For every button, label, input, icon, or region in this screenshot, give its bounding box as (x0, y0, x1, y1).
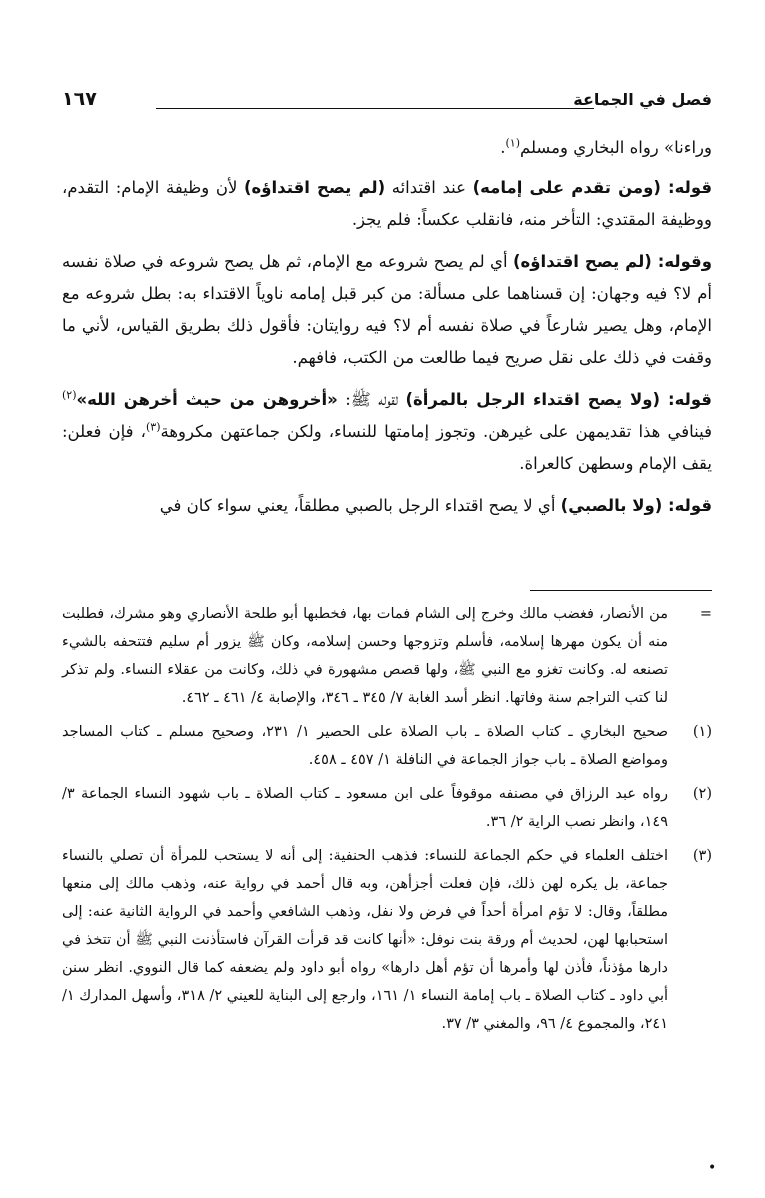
footnote-text: اختلف العلماء في حكم الجماعة للنساء: فذهب الحنفية: إلى أنه لا يستحب للمرأة أن تصلي بالنساء جماعة، بل يكره لهن ذلك، فإن فعلت أجزأهن، وبه قال أحمد في رواية عنه، وذهب مالك إلى منعها مطلقاً، وقال: لا تؤم امرأة أحداً في فرض ولا نفل، وذهب الشافعي وأحمد في الرواية الثانية عنه: إلى استحبابها لهن، لحديث أم ورقة بنت نوفل: «أنها كانت قد قرأت القرآن فاستأذنت النبي ﷺ أن تتخذ في دارها مؤذناً، فأذن لها وأمرها أن تؤم أهل دارها» رواه أبو داود ولم يضعفه كما قال النووي. انظر سنن أبي داود ـ كتاب الصلاة ـ باب إمامة النساء ١/ ١٦١، وارجع إلى البناية للعيني ٢/ ٣١٨، وأسهل المدارك ١/ ٢٤١، والمجموع ٤/ ٩٦، والمغني ٣/ ٣٧. (62, 848, 669, 1032)
footnote-separator (530, 590, 712, 591)
running-header (62, 90, 712, 116)
footnote-marker: = (699, 606, 712, 622)
footnotes (62, 600, 712, 1044)
header-rule (156, 108, 594, 109)
footnote-1 (62, 718, 712, 774)
footnote-marker: (١) (692, 724, 712, 740)
paragraph-2: قوله: (ومن تقدم على إمامه) عند اقتدائه (لم يصح اقتداؤه) لأن وظيفة الإمام: التقدم، ووظيفة المقتدي: التأخر منه، فانقلب عكساً: فلم يجز. (62, 178, 712, 229)
paragraph-4: قوله: (ولا يصح اقتداء الرجل بالمرأة) لقوله ﷺ: «أخروهن من حيث أخرهن الله»$^{(٢)}$ فينافي هذا تقديمهن على غيرهن. وتجوز إمامتها للنساء، ولكن جماعتهن مكروهة$^{(٣)}$، فإن فعلن: يقف الإمام وسطهن كالعراة. (62, 388, 712, 473)
hadith-quote: «أخروهن من حيث أخرهن الله» (76, 390, 338, 409)
commentary-lead: قوله: (ومن تقدم على إمامه) (472, 178, 712, 197)
commentary-lead: قوله: (ولا بالصبي) (560, 496, 712, 515)
chapter-title: فصل في الجماعة (573, 90, 712, 109)
footnote-text: من الأنصار، فغضب مالك وخرج إلى الشام فمات بها، فخطبها أبو طلحة الأنصاري وهو مشرك، فطلبت منه أن يكون مهرها إسلامه، فأسلم وتزوجها وحسن إسلامه، وكان ﷺ يزور أم سليم فتتحفه بالشيء تصنعه له. وكانت تغزو مع النبي ﷺ، ولها قصص مشهورة في ذلك، وكانت من عقلاء النساء. ولم تذكر لنا كتب التراجم سنة وفاتها. انظر أسد الغابة ٧/ ٣٤٥ ـ ٣٤٦، والإصابة ٤/ ٤٦١ ـ ٤٦٢. (62, 606, 668, 706)
paragraph-5: قوله: (ولا بالصبي) أي لا يصح اقتداء الرجل بالصبي مطلقاً، يعني سواء كان في (159, 496, 712, 515)
footnote-ref-3: (٣) (145, 420, 161, 434)
commentary-lead: وقوله: (لم يصح اقتداؤه) (513, 252, 712, 271)
footnote-marker: (٣) (692, 848, 712, 864)
paragraph-3: وقوله: (لم يصح اقتداؤه) أي لم يصح شروعه مع الإمام، ثم هل يصح شروعه في صلاة نفسه أم لا؟ فيه وجهان: إن قسناهما على مسألة: من كبر قبل إمامه ناوياً الاقتداء به: بطل شروعه مع الإمام، وهل يصير شارعاً في صلاة نفسه أم لا؟ فيه روايتان: فأقول ذلك بطريق القياس، لأني ما وقفت في ذلك على نقل صريح فيما طالعت من الكتب، فافهم. (62, 252, 712, 367)
footnote-ref-2: (٢) (62, 388, 77, 402)
footnote-text: صحيح البخاري ـ كتاب الصلاة ـ باب الصلاة على الحصير ١/ ٢٣١، وصحيح مسلم ـ كتاب المساجد ومواضع الصلاة ـ باب جواز الجماعة في النافلة ١/ ٤٥٧ ـ ٤٥٨. (62, 724, 669, 768)
main-text (62, 132, 712, 532)
footnote-ref-1: (١) (505, 136, 520, 150)
footnote-text: رواه عبد الرزاق في مصنفه موقوفاً على ابن مسعود ـ كتاب الصلاة ـ باب شهود النساء الجماعة ٣/ ١٤٩، وانظر نصب الراية ٢/ ٣٦. (62, 786, 668, 830)
quoted-matn: (لم يصح اقتداؤه) (243, 178, 386, 197)
page-number: ١٦٧ (62, 88, 97, 110)
footnote-3 (62, 842, 712, 1038)
stray-mark: • (708, 1160, 717, 1176)
paragraph-1: وراءنا» رواه البخاري ومسلم$^{(١)}$. (500, 136, 712, 157)
footnote-marker: (٢) (692, 786, 712, 802)
commentary-lead: قوله: (ولا يصح اقتداء الرجل بالمرأة) (405, 390, 712, 409)
footnote-continued (62, 600, 712, 712)
footnote-2 (62, 780, 712, 836)
